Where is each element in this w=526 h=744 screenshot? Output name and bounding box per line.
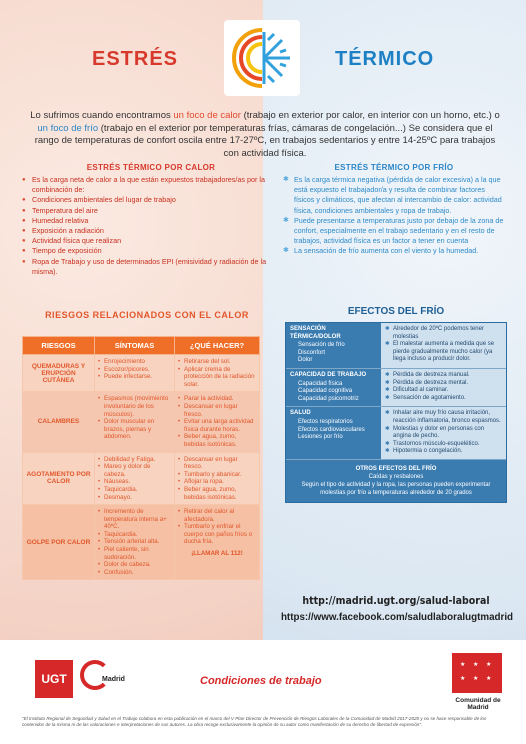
- intro-hot-highlight: un foco de calor: [173, 110, 241, 121]
- comunidad-madrid-label: Comunidad de Madrid: [455, 697, 501, 711]
- table-row: [23, 505, 260, 580]
- intro-text: [30, 110, 500, 160]
- risk-cell: AGOTAMIENTO POR CALOR: [23, 452, 95, 505]
- effect-category: SENSACIÓN TÉRMICA/DOLOR: [290, 326, 341, 340]
- heat-stress-title: ESTRÉS TÉRMICO POR CALOR: [86, 163, 216, 172]
- ugt-ring-icon: [80, 660, 110, 690]
- effect-detail: ✱ El malestar aumenta a medida que se pierde gradualmente mucho calor (ya llega incluso a producir dolor.: [385, 341, 502, 364]
- list-item: ● Condiciones ambientales del lugar de trabajo: [22, 195, 280, 205]
- action: • Aflojar la ropa.: [178, 478, 256, 486]
- effect-item: Sensación de frío: [298, 342, 345, 349]
- effect-detail: ✱ Dificultad al caminar.: [385, 387, 502, 395]
- effect-detail: ✱ Sensación de agotamiento.: [385, 395, 502, 403]
- effect-item: Capacidad psicomotriz: [298, 395, 359, 402]
- effect-detail: ✱ Trastornos músculo-esquelético.: [385, 441, 502, 449]
- action: • Parar la actividad.: [178, 395, 256, 403]
- cold-effects-title: EFECTOS DEL FRÍO: [347, 306, 445, 317]
- column-header: SÍNTOMAS: [95, 337, 175, 355]
- symptom: • Dolor muscular en brazos, piernas y abdomen.: [98, 418, 171, 441]
- risk-cell: CALAMBRES: [23, 392, 95, 452]
- risk-cell: GOLPE POR CALOR: [23, 505, 95, 580]
- effect-detail: ✱ Alrededor de 20ºC podemos tener molestias: [385, 326, 502, 341]
- heat-risks-title: RIESGOS RELACIONADOS CON EL CALOR: [45, 310, 249, 320]
- disclaimer: "El Instituto Regional de Seguridad y Salud en el Trabajo colabora en esta publicación en el marco del V Plan Director de Prevención de Riesgos Laborales de la Comunidad de Madrid 2017-2020 y no se hace responsable de los contenidos de la misma ni de las valoraciones e interpretaciones de sus autores. La obra recoge exclusivamente la opinión de su autor como manifestación de su derecho de libertad de expresión".: [22, 716, 487, 727]
- table-row: [23, 355, 260, 392]
- action: • Retirar del calor al afectado/a.: [178, 508, 256, 523]
- list-item: ✱ Es la carga térmica negativa (pérdida de calor excesiva) a la que está expuesto el trabajador/a y resulta de combinar factores físicos y climáticos, que afectan al intercambio de calor: actividad física, condiciones ambientales y ropa de trabajo.: [283, 175, 505, 216]
- effect-item: Efectos cardiovasculares: [298, 426, 365, 433]
- list-item: ● Es la carga neta de calor a la que están expuestos trabajadores/as por la combinación de:: [22, 175, 280, 195]
- table-row: [286, 407, 506, 460]
- list-item: ● Ropa de Trabajo y uso de determinados EPI (emisividad y radiación de la misma).: [22, 257, 280, 277]
- symptom: • Mareo y dolor de cabeza.: [98, 463, 171, 478]
- action: • Beber agua, zumo, bebidas isotónicas.: [178, 486, 256, 501]
- other-effects-sub: Caídas y resbalones: [368, 473, 424, 480]
- list-item: ✱ La sensación de frío aumenta con el viento y la humedad.: [283, 246, 505, 256]
- symptom: • Confusión.: [98, 569, 171, 577]
- table-row: [23, 452, 260, 505]
- action: • Tumbarlo y abanicar.: [178, 471, 256, 479]
- table-row: [23, 392, 260, 452]
- symptom: • Escozor/picores.: [98, 366, 171, 374]
- call-112: ¡LLAMAR AL 112!: [191, 550, 243, 558]
- other-effects-text: Según el tipo de actividad y la ropa, las personas pueden experimentar molestias por frío a temperaturas alrededor de 20 grados: [301, 481, 491, 496]
- intro-part: Lo sufrimos cuando encontramos: [30, 110, 174, 121]
- star-icon: ★: [460, 662, 466, 668]
- intro-part: (trabajo en exterior por calor, en interior con un horno, etc.) o: [240, 110, 500, 121]
- effect-item: Disconfort: [298, 349, 326, 356]
- title-estres: ESTRÉS: [92, 48, 179, 70]
- action: • Tumbarlo y enfriar el cuerpo con paños fríos o ducha fría.: [178, 523, 256, 546]
- wordcloud-main: Condiciones de trabajo: [200, 675, 322, 687]
- action: • Retirarse del sol.: [178, 358, 256, 366]
- effect-detail: ✱ Inhalar aire muy frío causa irritación, reacción inflamatoria, bronco espasmos.: [385, 410, 502, 425]
- list-item: ● Exposición a radiación: [22, 226, 280, 236]
- action: • Descansar en lugar fresco.: [178, 456, 256, 471]
- effect-item: Lesiones por frío: [298, 434, 343, 441]
- list-item: ● Temperatura del aire: [22, 206, 280, 216]
- symptom: • Enrojecimiento: [98, 358, 171, 366]
- star-icon: ★: [473, 662, 479, 668]
- table-row: [286, 369, 506, 407]
- action: • Aplicar crema de protección de la radiación solar.: [178, 366, 256, 389]
- star-icon: ★: [486, 662, 492, 668]
- table-row: [286, 323, 506, 369]
- symptom: • Taquicardia.: [98, 531, 171, 539]
- symptom: • Tensión arterial alta.: [98, 538, 171, 546]
- other-cold-effects: [286, 460, 506, 502]
- column-header: ¿QUÉ HACER?: [175, 337, 260, 355]
- effect-detail: ✱ Hipotermia o congelación.: [385, 448, 502, 456]
- comunidad-madrid-flag: [452, 653, 502, 693]
- list-item: ● Tiempo de exposición: [22, 246, 280, 256]
- star-icon: ★: [486, 676, 492, 682]
- cold-stress-title: ESTRÉS TÉRMICO POR FRÍO: [334, 163, 454, 172]
- symptom: • Desmayo.: [98, 494, 171, 502]
- effect-category: CAPACIDAD DE TRABAJO: [290, 371, 367, 378]
- effect-item: Capacidad física: [298, 380, 343, 387]
- effect-item: Capacidad cognitiva: [298, 388, 353, 395]
- action: • Evitar una larga actividad física durante horas.: [178, 418, 256, 433]
- ugt-madrid-label: Madrid: [102, 676, 125, 683]
- list-item: ✱ Puede presentarse a temperaturas justo por debajo de la zona de confort, especialmente en el trabajo sedentario y en el resto de trabajos, actividad física es un factor a tener en cuenta: [283, 216, 505, 247]
- symptom: • Debilidad y Fatiga.: [98, 456, 171, 464]
- symptom: • Taquicardia.: [98, 486, 171, 494]
- symptom: • Incremento de temperatura interna a+ 40ºC.: [98, 508, 171, 531]
- cold-stress-section: [283, 163, 505, 303]
- footer: [0, 640, 526, 744]
- symptom: • Náuseas.: [98, 478, 171, 486]
- facebook-link[interactable]: https://www.facebook.com/saludlaboralugtmadrid: [280, 612, 514, 623]
- list-item: ● Actividad física que realizan: [22, 236, 280, 246]
- effect-detail: ✱ Pérdida de destreza mental.: [385, 380, 502, 388]
- action: • Beber agua, zumo, bebidas isotónicas.: [178, 433, 256, 448]
- symptom: • Espasmos (movimiento involuntario de los músculos).: [98, 395, 171, 418]
- sun-snowflake-logo: [224, 20, 300, 96]
- column-header: RIESGOS: [23, 337, 95, 355]
- ugt-logo: UGT: [35, 660, 73, 698]
- cold-effects-table: [285, 322, 507, 503]
- risk-cell: QUEMADURAS Y ERUPCIÓN CUTÁNEA: [23, 355, 95, 392]
- symptom: • Dolor de cabeza.: [98, 561, 171, 569]
- symptom: • Puede infectarse.: [98, 373, 171, 381]
- action: • Descansar en lugar fresco.: [178, 403, 256, 418]
- effect-item: Efectos respiratorios: [298, 418, 353, 425]
- title-termico: TÉRMICO: [335, 48, 435, 70]
- effect-item: Dolor: [298, 357, 313, 364]
- list-item: ● Humedad relativa: [22, 216, 280, 226]
- star-icon: ★: [473, 676, 479, 682]
- intro-cold-highlight: un foco de frío: [37, 122, 99, 134]
- heat-risks-table: [22, 336, 260, 580]
- symptom: • Piel caliente, sin sudoración.: [98, 546, 171, 561]
- heat-stress-section: [22, 163, 280, 303]
- effect-category: SALUD: [290, 410, 311, 417]
- effect-detail: ✱ Molestias y dolor en personas con angina de pecho.: [385, 426, 502, 441]
- intro-part: (trabajo en el exterior por temperaturas frías, cámaras de congelación...) Se considera que el rango de temperaturas de confort oscila entre 17-27ºC, en trabajos sedentarios y entre 14-25ºC para trabajos con actividad física.: [34, 122, 496, 159]
- web-link[interactable]: http://madrid.ugt.org/salud-laboral: [302, 595, 490, 607]
- other-effects-title: OTROS EFECTOS DEL FRÍO: [355, 465, 437, 472]
- effect-detail: ✱ Pérdida de destreza manual.: [385, 372, 502, 380]
- star-icon: ★: [460, 676, 466, 682]
